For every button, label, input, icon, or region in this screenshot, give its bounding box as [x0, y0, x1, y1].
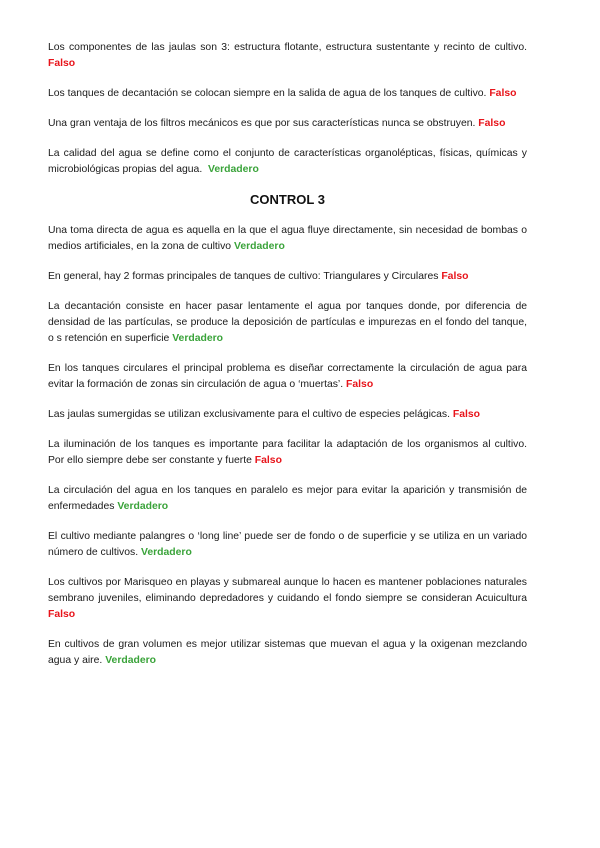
- statement-text: Los tanques de decantación se colocan siempre en la salida de agua de los tanques de cultivo.: [48, 88, 487, 99]
- answer-label: Verdadero: [172, 333, 224, 344]
- statement-2-1: [48, 223, 527, 255]
- answer-label: Falso: [489, 88, 517, 99]
- statement-2-5: [48, 407, 527, 423]
- statement-text: La circulación del agua en los tanques en paralelo es mejor para evitar la aparición y transmisión de enfermedades: [48, 485, 527, 512]
- statement-2-8: [48, 529, 527, 561]
- statement-text: La decantación consiste en hacer pasar lentamente el agua por tanques donde, por diferencia de densidad de las partículas, se produce la deposición de partículas e impurezas en el fondo del tanque, o s retención en superficie: [48, 301, 527, 344]
- statement-text: En los tanques circulares el principal problema es diseñar correctamente la circulación de agua para evitar la formación de zonas sin circulación de agua o ‘muertas’.: [48, 363, 527, 390]
- answer-label: Falso: [346, 379, 374, 390]
- statement-text: El cultivo mediante palangres o ‘long line’ puede ser de fondo o de superficie y se utiliza en un variado número de cultivos.: [48, 531, 527, 558]
- statement-2-4: [48, 361, 527, 393]
- answer-label: Verdadero: [117, 501, 169, 512]
- statement-text: La iluminación de los tanques es importante para facilitar la adaptación de los organismos al cultivo. Por ello siempre debe ser constante y fuerte: [48, 439, 527, 466]
- statement-text: Los componentes de las jaulas son 3: estructura flotante, estructura sustentante y recinto de cultivo.: [48, 42, 527, 53]
- answer-label: Verdadero: [233, 241, 285, 252]
- statement-text: Una toma directa de agua es aquella en la que el agua fluye directamente, sin necesidad de bombas o medios artificiales, en la zona de cultivo: [48, 225, 527, 252]
- statement-text: Las jaulas sumergidas se utilizan exclusivamente para el cultivo de especies pelágicas.: [48, 409, 450, 420]
- answer-label: Falso: [48, 609, 76, 620]
- section-heading: CONTROL 3: [250, 192, 325, 207]
- answer-label: Falso: [48, 58, 76, 69]
- statement-2-10: [48, 637, 527, 669]
- statement-2-2: [48, 269, 527, 285]
- statement-2-9: [48, 575, 527, 623]
- statement-2-3: [48, 299, 527, 347]
- statement-1-1: [48, 40, 527, 72]
- document-content: [48, 40, 527, 683]
- statement-1-2: [48, 86, 527, 102]
- answer-label: Falso: [452, 409, 481, 420]
- answer-label: Verdadero: [208, 164, 259, 175]
- answer-label: Falso: [441, 271, 469, 282]
- statement-text: Una gran ventaja de los filtros mecánicos es que por sus características nunca se obstruyen.: [48, 118, 476, 129]
- statement-text: En cultivos de gran volumen es mejor utilizar sistemas que muevan el agua y la oxigenan mezclando agua y aire.: [48, 639, 527, 666]
- statement-2-7: [48, 483, 527, 515]
- answer-label: Verdadero: [105, 655, 157, 666]
- answer-label: Verdadero: [141, 547, 192, 558]
- statement-1-4: [48, 146, 527, 178]
- statement-text: Los cultivos por Marisqueo en playas y submareal aunque lo hacen es mantener poblaciones naturales sembrano juveniles, eliminando depredadores y cuidando el fondo siempre se consideran Acuicultura: [48, 577, 527, 604]
- statement-text: La calidad del agua se define como el conjunto de características organolépticas, físicas, químicas y microbiológicas propias del agua.: [48, 148, 527, 175]
- statement-text: En general, hay 2 formas principales de tanques de cultivo: Triangulares y Circulares: [48, 271, 439, 282]
- statement-1-3: [48, 116, 527, 132]
- answer-label: Falso: [478, 118, 506, 129]
- statement-2-6: [48, 437, 527, 469]
- answer-label: Falso: [254, 455, 282, 466]
